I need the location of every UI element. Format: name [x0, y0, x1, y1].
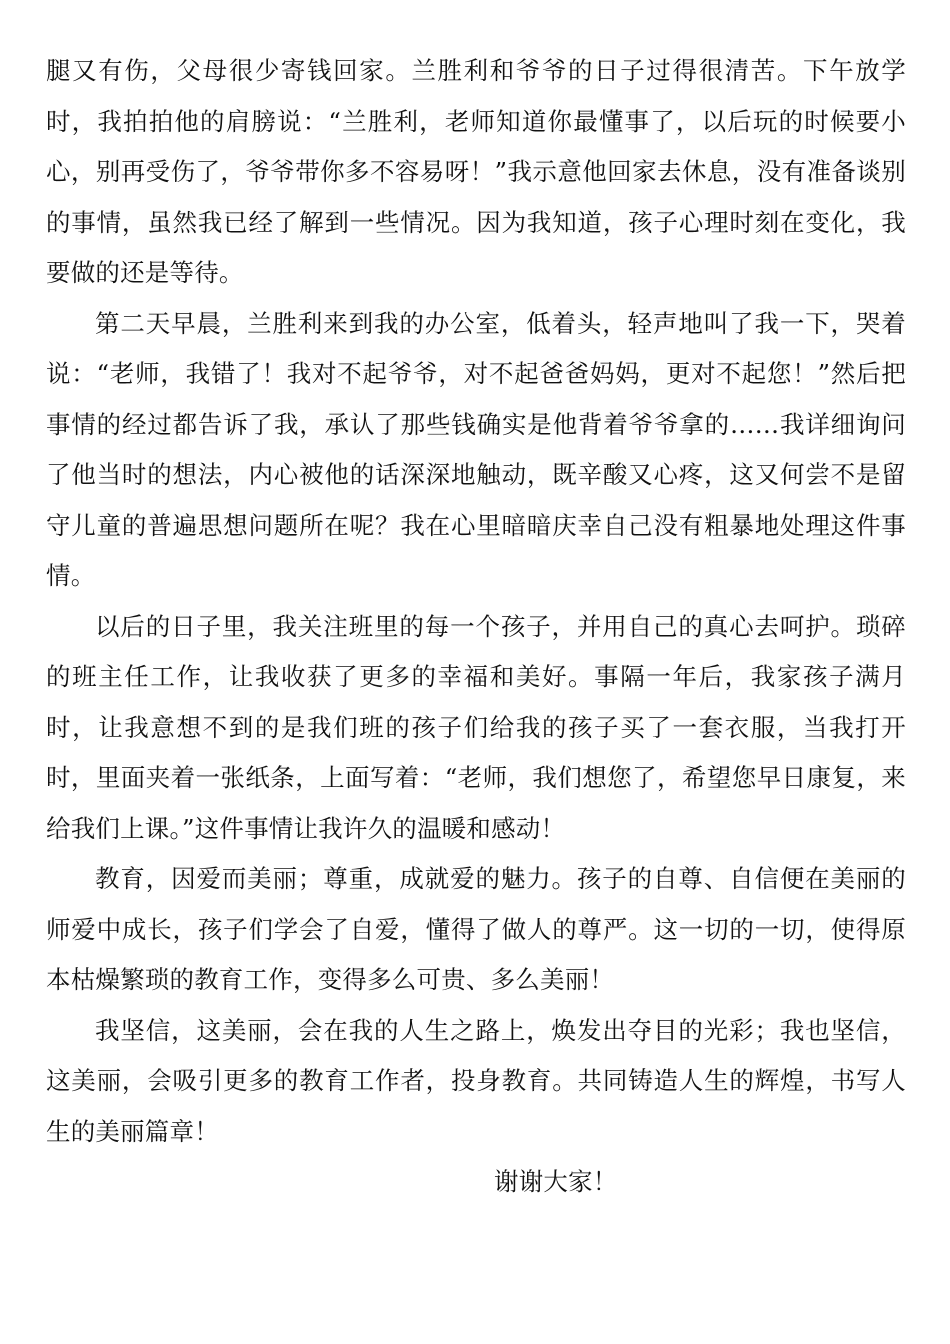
paragraph-continued: 腿又有伤，父母很少寄钱回家。兰胜利和爷爷的日子过得很清苦。下午放学时，我拍拍他的肩膀说：“兰胜利，老师知道你最懂事了，以后玩的时候要小心，别再受伤了，爷爷带你多不容易呀！”我示意他回家去休息，没有准备谈别的事情，虽然我已经了解到一些情况。因为我知道，孩子心理时刻在变化，我要做的还是等待。: [46, 56, 906, 287]
paragraph-second-morning: 第二天早晨，兰胜利来到我的办公室，低着头，轻声地叫了我一下，哭着说：“老师，我错了！我对不起爷爷，对不起爸爸妈妈，更对不起您！”然后把事情的经过都告诉了我，承认了那些钱确实是他背着爷爷拿的……我详细询问了他当时的想法，内心被他的话深深地触动，既辛酸又心疼，这又何尝不是留守儿童的普遍思想问题所在呢？我在心里暗暗庆幸自己没有粗暴地处理这件事情。: [46, 308, 906, 590]
paragraph-later-days: 以后的日子里，我关注班里的每一个孩子，并用自己的真心去呵护。琐碎的班主任工作，让我收获了更多的幸福和美好。事隔一年后，我家孩子满月时，让我意想不到的是我们班的孩子们给我的孩子买了一套衣服，当我打开时，里面夹着一张纸条，上面写着：“老师，我们想您了，希望您早日康复，来给我们上课。”这件事情让我许久的温暖和感动！: [46, 611, 906, 843]
paragraph-education-love: 教育，因爱而美丽；尊重，成就爱的魅力。孩子的自尊、自信便在美丽的师爱中成长，孩子们学会了自爱，懂得了做人的尊严。这一切的一切，使得原本枯燥繁琐的教育工作，变得多么可贵、多么美丽！: [46, 864, 906, 994]
closing-thanks: 谢谢大家！: [494, 1167, 618, 1196]
document-page: [46, 46, 906, 1208]
paragraph-belief: 我坚信，这美丽，会在我的人生之路上，焕发出夺目的光彩；我也坚信，这美丽，会吸引更多的教育工作者，投身教育。共同铸造人生的辉煌，书写人生的美丽篇章！: [46, 1015, 906, 1146]
